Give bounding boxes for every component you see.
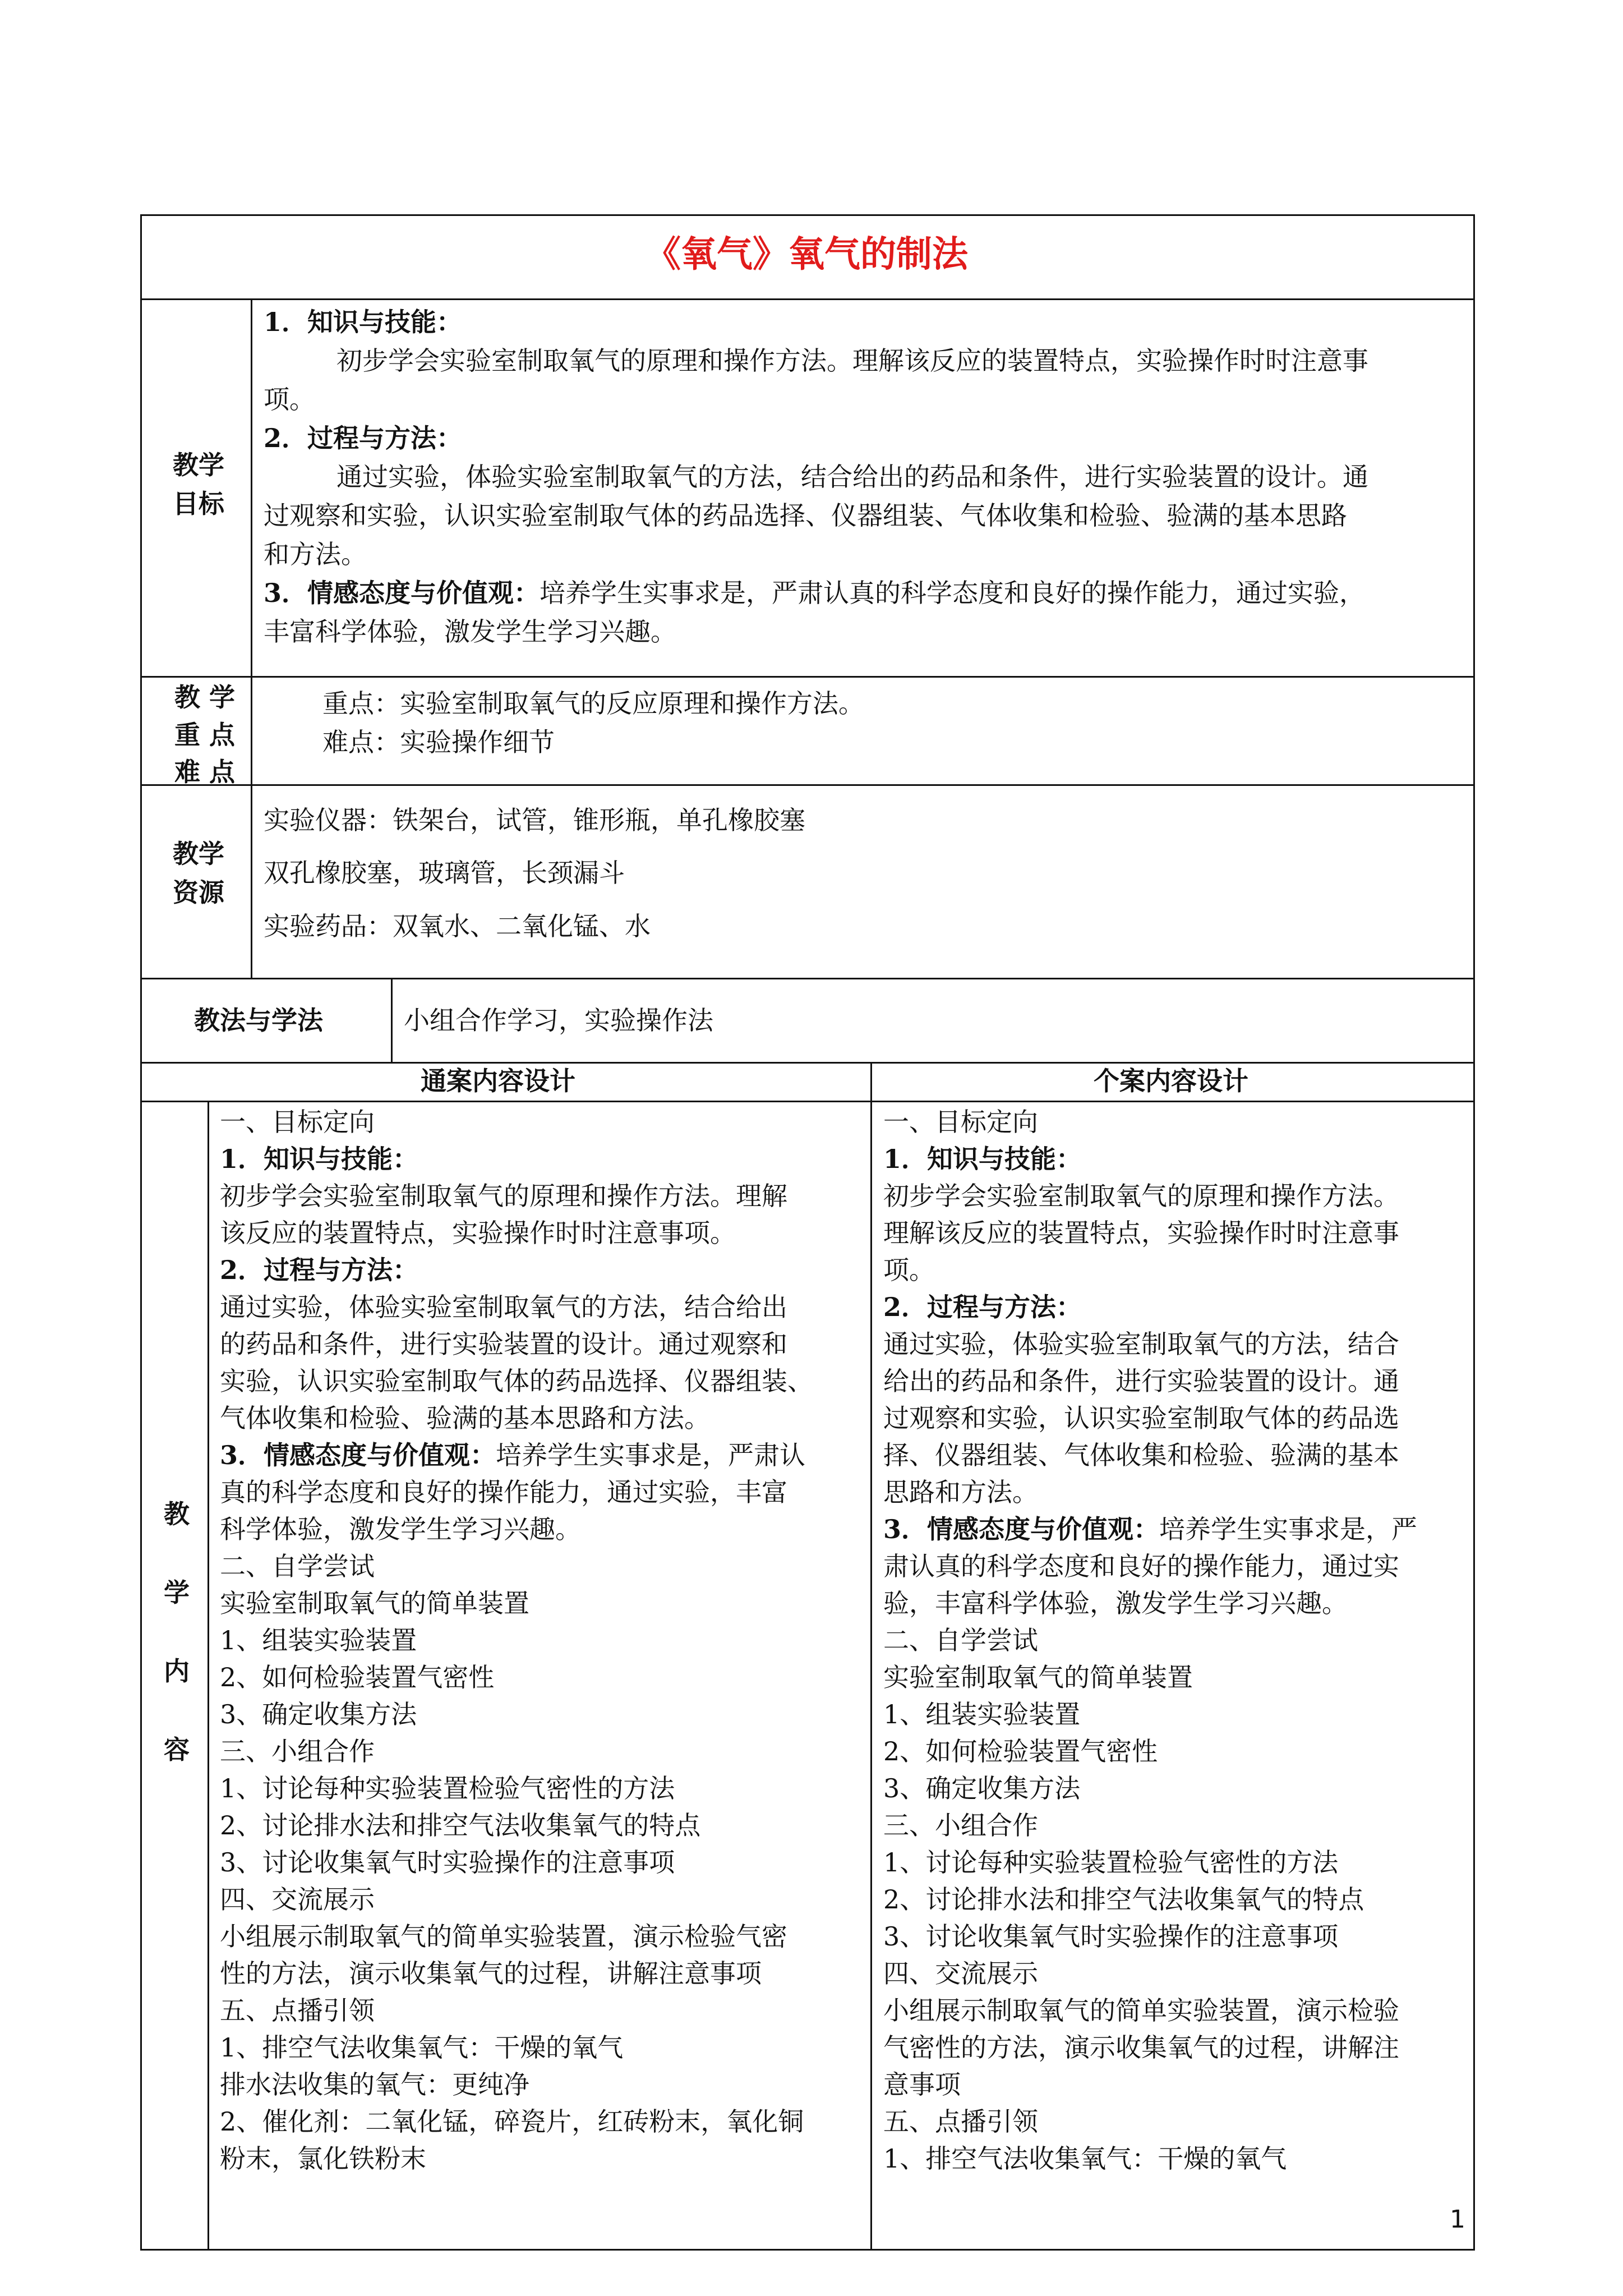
objective-text: 通过实验，体验实验室制取氧气的方法，结合给出的药品和条件，进行实验装置的设计。通 bbox=[336, 462, 1368, 492]
content-line: 择、仪器组装、气体收集和检验、验满的基本 bbox=[883, 1440, 1399, 1470]
column-divider bbox=[208, 1101, 209, 2251]
content-line: 3、讨论收集氧气时实验操作的注意事项 bbox=[883, 1921, 1339, 1952]
content-line: 一、目标定向 bbox=[220, 1107, 375, 1137]
content-line: 理解该反应的装置特点，实验操作时时注意事 bbox=[883, 1218, 1399, 1248]
content-line: 培养学生实事求是，严 bbox=[1159, 1514, 1418, 1544]
content-line: 三、小组合作 bbox=[220, 1736, 375, 1766]
content-line: 2、讨论排水法和排空气法收集氧气的特点 bbox=[883, 1884, 1364, 1915]
column-divider bbox=[251, 298, 252, 978]
content-line: 意事项 bbox=[883, 2069, 961, 2100]
content-line: 实验室制取氧气的简单装置 bbox=[220, 1588, 529, 1618]
content-line: 通过实验，体验实验室制取氧气的方法，结合给出 bbox=[220, 1292, 787, 1322]
resources-label: 教学 资源 bbox=[173, 839, 224, 908]
content-line: 1、组装实验装置 bbox=[883, 1699, 1081, 1729]
content-line: 2．过程与方法： bbox=[220, 1255, 419, 1285]
content-line: 该反应的装置特点，实验操作时时注意事项。 bbox=[220, 1218, 736, 1248]
content-label: 教 学 内 容 bbox=[164, 1499, 190, 1765]
content-line: 科学体验，激发学生学习兴趣。 bbox=[220, 1514, 581, 1544]
content-line: 四、交流展示 bbox=[220, 1884, 375, 1915]
right-column-header: 个案内容设计 bbox=[1094, 1066, 1248, 1096]
row-divider bbox=[140, 1101, 1475, 1102]
content-line: 3、确定收集方法 bbox=[220, 1699, 417, 1729]
content-line: 3、讨论收集氧气时实验操作的注意事项 bbox=[220, 1847, 675, 1878]
objective-heading: 1．知识与技能： bbox=[264, 307, 463, 337]
objective-text: 培养学生实事求是，严肃认真的科学态度和良好的操作能力，通过实验， bbox=[540, 578, 1366, 608]
objective-text: 和方法。 bbox=[264, 539, 367, 569]
objective-text: 丰富科学体验，激发学生学习兴趣。 bbox=[264, 616, 676, 647]
content-line: 排水法收集的氧气：更纯净 bbox=[220, 2069, 529, 2100]
content-line: 2、催化剂：二氧化锰，碎瓷片，红砖粉末，氧化铜 bbox=[220, 2106, 804, 2137]
content-line: 给出的药品和条件，进行实验装置的设计。通 bbox=[883, 1366, 1399, 1396]
content-line: 的药品和条件，进行实验装置的设计。通过观察和 bbox=[220, 1329, 787, 1359]
content-line: 项。 bbox=[883, 1255, 935, 1285]
resource-line: 双孔橡胶塞，玻璃管，长颈漏斗 bbox=[264, 858, 625, 889]
page-number: 1 bbox=[1450, 2205, 1465, 2234]
page-title: 《氧气》氧气的制法 bbox=[645, 233, 968, 275]
content-line: 四、交流展示 bbox=[883, 1958, 1038, 1989]
content-line: 1、讨论每种实验装置检验气密性的方法 bbox=[883, 1847, 1339, 1878]
column-divider bbox=[391, 978, 393, 1062]
content-line: 气密性的方法，演示收集氧气的过程，讲解注 bbox=[883, 2032, 1399, 2063]
content-line: 3．情感态度与价值观： bbox=[220, 1440, 496, 1470]
content-line: 气体收集和检验、验满的基本思路和方法。 bbox=[220, 1403, 710, 1433]
objectives-content bbox=[264, 303, 1464, 651]
content-line: 实验，认识实验室制取气体的药品选择、仪器组装、 bbox=[220, 1366, 813, 1396]
content-line: 2、如何检验装置气密性 bbox=[883, 1736, 1158, 1766]
objective-text: 过观察和实验，认识实验室制取气体的药品选择、仪器组装、气体收集和检验、验满的基本思路 bbox=[264, 500, 1347, 531]
content-line: 思路和方法。 bbox=[883, 1477, 1038, 1507]
content-line: 小组展示制取氧气的简单实验装置，演示检验 bbox=[883, 1995, 1399, 2026]
content-line: 实验室制取氧气的简单装置 bbox=[883, 1662, 1193, 1692]
content-line: 1、讨论每种实验装置检验气密性的方法 bbox=[220, 1773, 675, 1803]
content-line: 1、组装实验装置 bbox=[220, 1625, 417, 1655]
content-line: 肃认真的科学态度和良好的操作能力，通过实 bbox=[883, 1551, 1399, 1581]
content-line: 真的科学态度和良好的操作能力，通过实验，丰富 bbox=[220, 1477, 787, 1507]
content-line: 培养学生实事求是，严肃认 bbox=[496, 1440, 806, 1470]
keypoints-content bbox=[322, 684, 864, 762]
content-line: 1、排空气法收集氧气：干燥的氧气 bbox=[220, 2032, 624, 2063]
objective-heading: 2．过程与方法： bbox=[264, 423, 463, 453]
methods-label: 教法与学法 bbox=[194, 1005, 323, 1036]
keypoints-label: 教 学 重 点 难 点 bbox=[174, 682, 235, 788]
content-line: 2．过程与方法： bbox=[883, 1292, 1082, 1322]
content-line: 1．知识与技能： bbox=[220, 1144, 419, 1174]
content-line: 2、如何检验装置气密性 bbox=[220, 1662, 495, 1692]
resources-content bbox=[264, 794, 805, 953]
objectives-label: 教学 目标 bbox=[173, 450, 224, 519]
content-line: 通过实验，体验实验室制取氧气的方法，结合 bbox=[883, 1329, 1399, 1359]
row-divider bbox=[140, 978, 1475, 979]
row-divider bbox=[140, 1062, 1475, 1064]
resource-line: 实验仪器：铁架台，试管，锥形瓶，单孔橡胶塞 bbox=[264, 805, 805, 835]
content-line: 三、小组合作 bbox=[883, 1810, 1038, 1841]
objective-text: 初步学会实验室制取氧气的原理和操作方法。理解该反应的装置特点，实验操作时时注意事 bbox=[336, 346, 1368, 376]
content-line: 2、讨论排水法和排空气法收集氧气的特点 bbox=[220, 1810, 701, 1841]
content-line: 1、排空气法收集氧气：干燥的氧气 bbox=[883, 2143, 1287, 2174]
row-divider bbox=[140, 298, 1475, 300]
content-line: 过观察和实验，认识实验室制取气体的药品选 bbox=[883, 1403, 1399, 1433]
objective-text: 项。 bbox=[264, 384, 315, 415]
content-line: 3．情感态度与价值观： bbox=[883, 1514, 1160, 1544]
content-line: 1．知识与技能： bbox=[883, 1144, 1082, 1174]
focus-text: 重点：实验室制取氧气的反应原理和操作方法。 bbox=[322, 688, 864, 719]
content-line: 3、确定收集方法 bbox=[883, 1773, 1081, 1803]
content-line: 性的方法，演示收集氧气的过程，讲解注意事项 bbox=[220, 1958, 762, 1989]
left-content-column bbox=[220, 1103, 813, 2177]
objective-heading: 3．情感态度与价值观： bbox=[264, 578, 540, 608]
content-line: 二、自学尝试 bbox=[883, 1625, 1038, 1655]
resource-line: 实验药品：双氧水、二氧化锰、水 bbox=[264, 910, 651, 941]
row-divider bbox=[140, 676, 1475, 678]
methods-value: 小组合作学习，实验操作法 bbox=[404, 1005, 713, 1036]
content-line: 一、目标定向 bbox=[883, 1107, 1038, 1137]
content-line: 初步学会实验室制取氧气的原理和操作方法。 bbox=[883, 1181, 1399, 1211]
left-column-header: 通案内容设计 bbox=[421, 1066, 575, 1096]
difficulty-text: 难点：实验操作细节 bbox=[322, 727, 555, 757]
content-line: 初步学会实验室制取氧气的原理和操作方法。理解 bbox=[220, 1181, 787, 1211]
content-line: 二、自学尝试 bbox=[220, 1551, 375, 1581]
content-line: 五、点播引领 bbox=[220, 1995, 375, 2026]
column-divider bbox=[870, 1062, 872, 2251]
right-content-column bbox=[883, 1103, 1417, 2177]
content-line: 五、点播引领 bbox=[883, 2106, 1038, 2137]
content-line: 验，丰富科学体验，激发学生学习兴趣。 bbox=[883, 1588, 1348, 1618]
row-divider bbox=[140, 784, 1475, 786]
content-line: 粉末，氯化铁粉末 bbox=[220, 2143, 426, 2174]
content-line: 小组展示制取氧气的简单实验装置，演示检验气密 bbox=[220, 1921, 787, 1952]
